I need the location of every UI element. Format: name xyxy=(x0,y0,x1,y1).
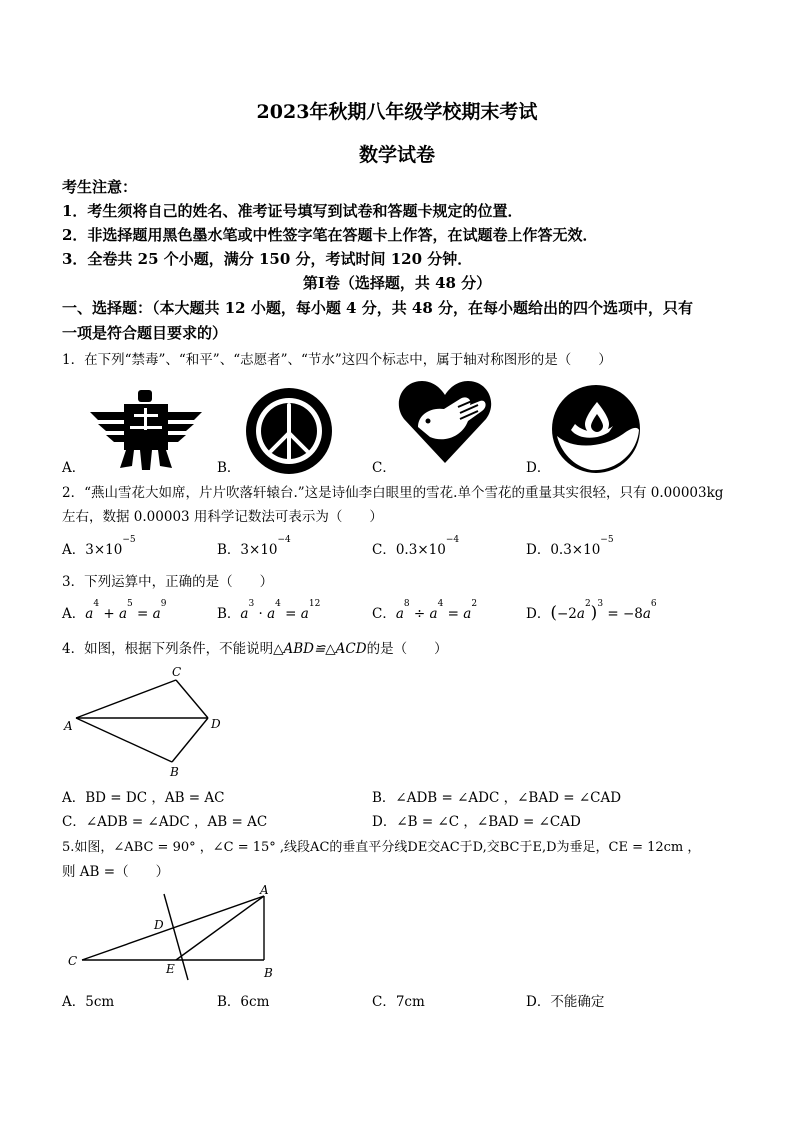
q1-option-c: C． xyxy=(372,460,396,476)
q4-label-a: A xyxy=(64,719,73,733)
q1-stem: 1．在下列“禁毒”、“和平”、“志愿者”、“节水”这四个标志中，属于轴对称图形的是（ ） xyxy=(62,352,612,368)
anti-drug-logo-icon xyxy=(90,390,202,470)
notice-item-2: 2．非选择题用黑色墨水笔或中性签字笔在答题卡上作答，在试题卷上作答无效． xyxy=(62,226,598,244)
q3-option-d: D．$(-2a^2)^3 = -8a^6$ xyxy=(526,599,657,623)
q5-label-b: B xyxy=(264,966,273,980)
q5-option-a: A．5cm xyxy=(62,994,115,1010)
q4-option-b: B．∠ADB = ∠ADC ，∠BAD = ∠CAD xyxy=(372,790,622,806)
q5-label-a: A xyxy=(260,883,269,897)
q3-stem: 3．下列运算中，正确的是（ ） xyxy=(62,574,274,590)
q2-option-d: D．$0.3\times 10^{-5}$ xyxy=(526,535,614,558)
q4-stem: 4．如图，根据下列条件，不能说明△ABD≌△ACD的是（ ） xyxy=(62,641,448,657)
q4-option-a: A．BD = DC ，AB = AC xyxy=(62,790,225,806)
q5-stem-line1: 5.如图，∠ABC = 90° ，∠C = 15° ,线段AC的垂直平分线DE交AC于D,交BC于E,D为垂足，CE = 12cm ， xyxy=(62,840,701,855)
q2-stem-line1: 2．“燕山雪花大如席，片片吹落轩辕台.”这是诗仙李白眼里的雪花.单个雪花的重量其实很轻，只有 0.00003kg xyxy=(62,485,724,501)
section-instruction-1: 一、选择题：（本大题共 12 小题，每小题 4 分，共 48 分，在每小题给出的四个选项中，只有 xyxy=(62,299,694,317)
notice-item-1: 1．考生须将自己的姓名、准考证号填写到试卷和答题卡规定的位置． xyxy=(62,202,523,220)
q4-label-d: D xyxy=(211,717,221,731)
q3-option-b: B．$a^3 \cdot a^4 = a^{12}$ xyxy=(217,599,321,622)
q4-option-d: D．∠B = ∠C ，∠BAD = ∠CAD xyxy=(372,814,581,830)
peace-logo-icon xyxy=(245,387,333,475)
q1-option-d: D． xyxy=(526,460,551,476)
notice-item-3: 3．全卷共 25 个小题，满分 150 分，考试时间 120 分钟． xyxy=(62,250,473,268)
q5-triangle-figure xyxy=(62,882,292,984)
q3-option-a: A．$a^4 + a^5 = a^9$ xyxy=(62,599,167,622)
water-saving-logo-icon xyxy=(551,384,641,474)
q1-option-a: A． xyxy=(62,460,86,476)
q4-option-c: C．∠ADB = ∠ADC ，AB = AC xyxy=(62,814,268,830)
section-instruction-2: 一项是符合题目要求的） xyxy=(62,324,228,342)
q2-option-b: B．$3\times 10^{-4}$ xyxy=(217,535,291,558)
q4-label-b: B xyxy=(170,765,179,779)
exam-title: 2023年秋期八年级学校期末考试 xyxy=(256,101,538,123)
q5-label-d: D xyxy=(154,918,164,932)
q3-option-c: C．$a^8 \div a^4 = a^2$ xyxy=(372,599,478,622)
volunteer-logo-icon xyxy=(398,377,492,467)
part1-heading: 第Ⅰ卷（选择题，共 48 分） xyxy=(302,274,492,292)
q1-option-b: B． xyxy=(217,460,241,476)
q5-label-c: C xyxy=(68,954,78,968)
q5-option-d: D．不能确定 xyxy=(526,994,605,1010)
q5-stem-line2: 则 AB =（ ） xyxy=(62,864,170,880)
exam-subtitle: 数学试卷 xyxy=(358,144,435,166)
q4-label-c: C xyxy=(172,665,182,679)
q2-stem-line2: 左右，数据 0.00003 用科学记数法可表示为（ ） xyxy=(62,509,383,525)
q2-option-a: A．$3\times 10^{-5}$ xyxy=(62,535,136,558)
q5-option-b: B．6cm xyxy=(217,994,270,1010)
q5-option-c: C．7cm xyxy=(372,994,425,1010)
q4-triangle-figure xyxy=(62,662,232,782)
q5-label-e: E xyxy=(166,962,175,976)
q2-option-c: C．$0.3\times 10^{-4}$ xyxy=(372,535,460,558)
notice-heading: 考生注意： xyxy=(62,178,138,196)
